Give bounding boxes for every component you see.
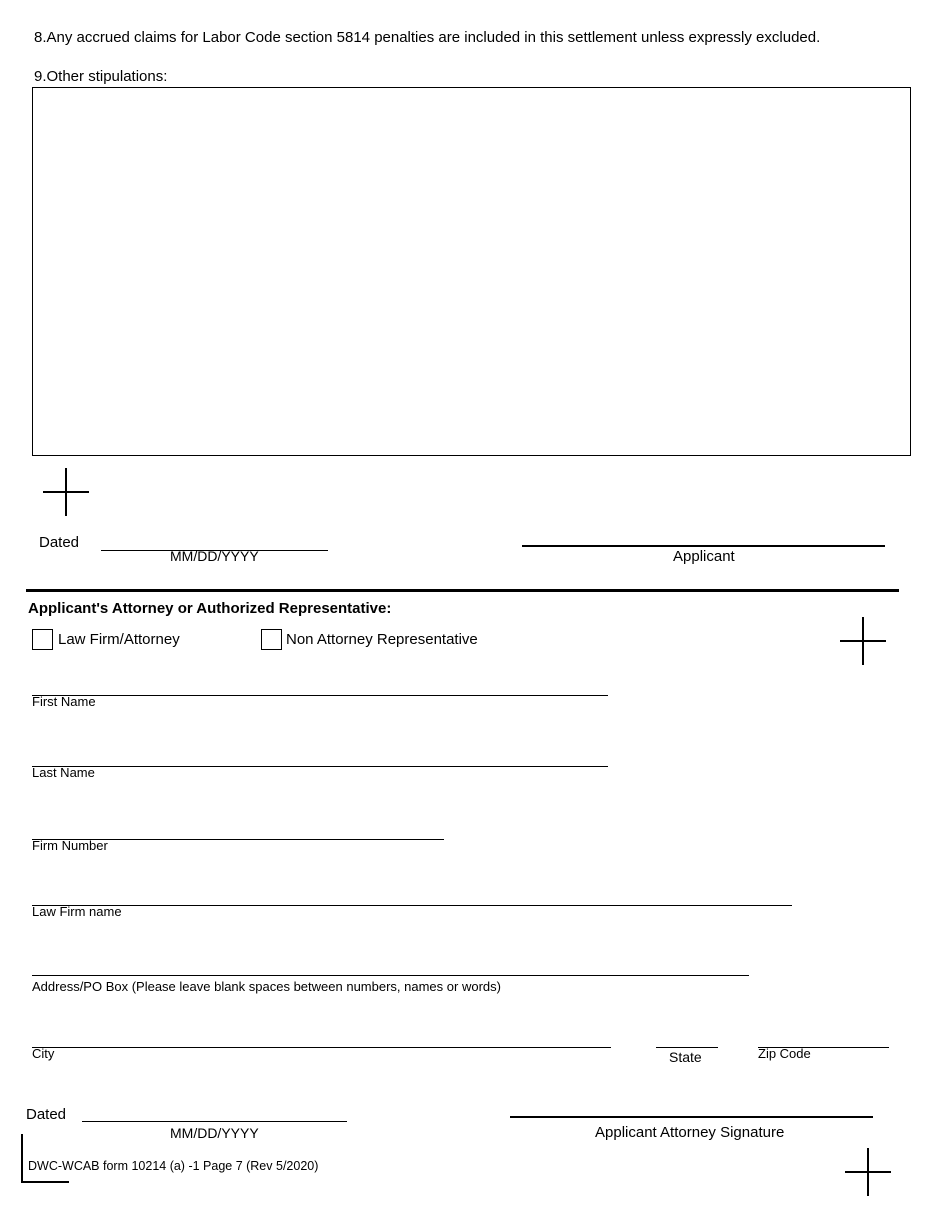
- item-9-label: 9.Other stipulations:: [34, 68, 168, 85]
- law-firm-attorney-checkbox[interactable]: [32, 629, 53, 650]
- section-divider: [26, 589, 899, 592]
- non-attorney-representative-checkbox[interactable]: [261, 629, 282, 650]
- first-name-field[interactable]: [32, 676, 608, 696]
- last-name-field[interactable]: [32, 747, 608, 767]
- address-label: Address/PO Box (Please leave blank spaces between numbers, names or words): [32, 979, 501, 994]
- attorney-signature-line[interactable]: [510, 1100, 873, 1118]
- first-name-label: First Name: [32, 694, 96, 709]
- last-name-label: Last Name: [32, 765, 95, 780]
- applicant-signature-label: Applicant: [673, 548, 735, 565]
- other-stipulations-textarea[interactable]: [32, 87, 911, 456]
- law-firm-name-field[interactable]: [32, 886, 792, 906]
- item-8-text: 8.Any accrued claims for Labor Code section 5814 penalties are included in this settlement unless expressly excluded.: [34, 29, 821, 46]
- attorney-signature-label: Applicant Attorney Signature: [595, 1124, 785, 1141]
- applicant-dated-label: Dated: [39, 534, 80, 551]
- non-attorney-representative-label: Non Attorney Representative: [286, 631, 478, 648]
- firm-number-field[interactable]: [32, 820, 444, 840]
- representative-heading: Applicant's Attorney or Authorized Representative:: [28, 600, 392, 617]
- applicant-signature-line[interactable]: [522, 528, 885, 547]
- address-field[interactable]: [32, 956, 749, 976]
- city-field[interactable]: [32, 1028, 611, 1048]
- law-firm-attorney-label: Law Firm/Attorney: [58, 631, 180, 648]
- law-firm-name-label: Law Firm name: [32, 904, 122, 919]
- applicant-date-format: MM/DD/YYYY: [170, 548, 259, 564]
- attorney-date-format: MM/DD/YYYY: [170, 1125, 259, 1141]
- firm-number-label: Firm Number: [32, 838, 108, 853]
- attorney-date-field[interactable]: [82, 1102, 347, 1122]
- zip-code-field[interactable]: [758, 1028, 889, 1048]
- attorney-dated-label: Dated: [26, 1106, 67, 1123]
- city-label: City: [32, 1046, 55, 1061]
- state-field[interactable]: [656, 1028, 718, 1048]
- zip-code-label: Zip Code: [758, 1046, 811, 1061]
- form-footer-id: DWC-WCAB form 10214 (a) -1 Page 7 (Rev 5/2020): [28, 1159, 319, 1173]
- state-label: State: [669, 1049, 702, 1065]
